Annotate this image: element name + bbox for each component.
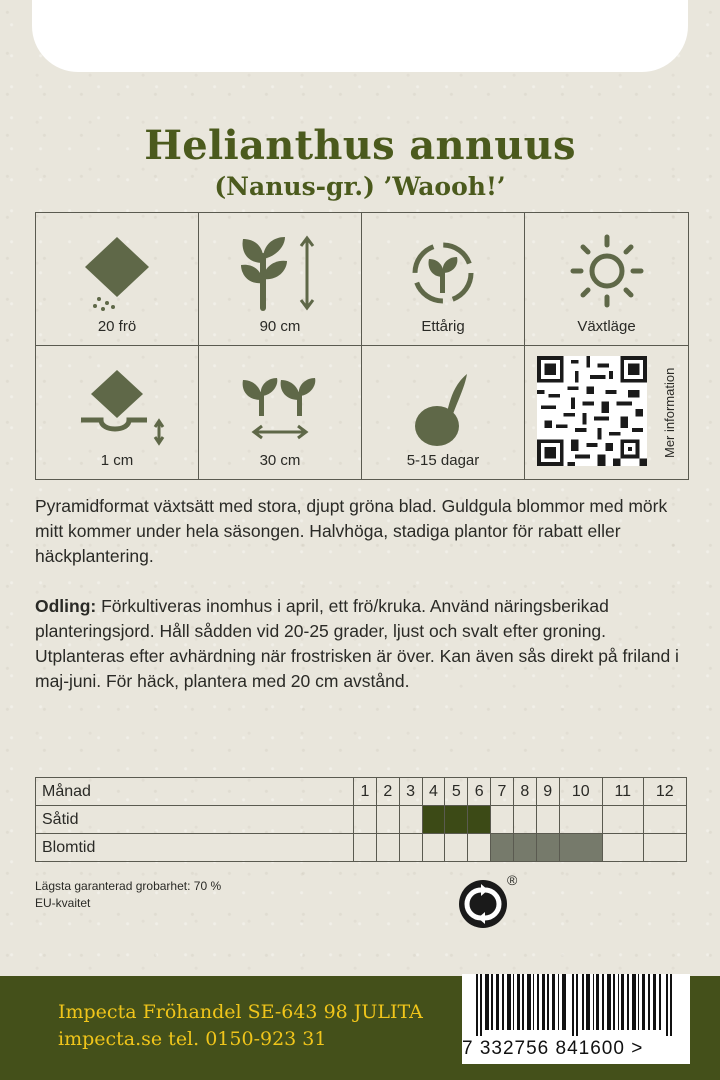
seed-count-label: 20 frö [97,318,137,335]
registered-mark: ® [507,872,518,888]
barcode-bars [476,974,680,1036]
cultivation-label: Odling: [35,596,97,616]
depth-label: 1 cm [100,452,134,469]
lifecycle-cell [362,213,525,346]
variety-subtitle: (Nanus-gr.) ’Waooh!’ [214,172,506,201]
sowing-month-2 [376,806,399,834]
bloom-month-4 [422,834,445,862]
bloom-month-12 [643,834,686,862]
sowing-label: Såtid [36,806,354,834]
hang-hole [32,0,688,72]
sowing-month-11 [602,806,643,834]
cultivation-text [35,594,685,694]
month-2: 2 [376,778,399,806]
calendar-header-row [36,778,687,806]
sowing-month-10 [559,806,602,834]
bloom-month-9 [536,834,559,862]
species-title: Helianthus annuus [144,122,576,169]
bloom-month-11 [602,834,643,862]
month-9: 9 [536,778,559,806]
sowing-month-1 [354,806,377,834]
bloom-label: Blomtid [36,834,354,862]
qr-code-icon[interactable] [537,356,647,466]
height-label: 90 cm [259,318,301,335]
spacing-cell [199,346,362,479]
bloom-month-6 [468,834,491,862]
info-grid [35,212,689,480]
month-7: 7 [491,778,514,806]
position-cell [525,213,688,346]
bloom-month-2 [376,834,399,862]
sowing-month-4 [422,806,445,834]
germination-cell [362,346,525,479]
position-label: Växtläge [577,318,636,335]
month-3: 3 [399,778,422,806]
month-6: 6 [468,778,491,806]
sowing-month-12 [643,806,686,834]
sun-icon [567,233,647,313]
sowing-month-6 [468,806,491,834]
bloom-month-1 [354,834,377,862]
bloom-month-7 [491,834,514,862]
month-4: 4 [422,778,445,806]
bloom-month-3 [399,834,422,862]
sowing-month-7 [491,806,514,834]
seed-packet-icon [77,233,157,313]
plant-height-icon [235,233,325,313]
sowing-month-8 [513,806,536,834]
sowing-depth-icon [67,366,167,446]
company-contact: impecta.se tel. 0150-923 31 [58,1028,327,1050]
bloom-month-10 [559,834,602,862]
germination-label: 5-15 dagar [406,452,480,469]
recycle-mark [457,872,518,935]
company-address: Impecta Fröhandel SE-643 98 JULITA [58,1001,423,1023]
sowing-row [36,806,687,834]
barcode [462,974,690,1064]
month-5: 5 [445,778,468,806]
eu-quality: EU-kvaitet [35,896,91,910]
month-8: 8 [513,778,536,806]
spacing-label: 30 cm [259,452,301,469]
description: Pyramidformat växtsätt med stora, djupt gröna blad. Guldgula blommor med mörk mitt kommer under hela säsongen. Halvhöga, stadiga plantor för rabatt eller häckplantering. [35,496,668,566]
height-cell [199,213,362,346]
depth-cell [36,346,199,479]
calendar-table [35,777,687,862]
sowing-month-9 [536,806,559,834]
germination-icon [403,366,483,450]
plant-spacing-icon [235,366,325,446]
month-header: Månad [36,778,354,806]
bloom-month-5 [445,834,468,862]
month-12: 12 [643,778,686,806]
month-11: 11 [602,778,643,806]
bloom-month-8 [513,834,536,862]
lifecycle-label: Ettårig [421,318,465,335]
month-1: 1 [354,778,377,806]
barcode-number: 7 332756 841600 > [462,1038,644,1059]
qr-cell[interactable] [525,346,688,479]
month-10: 10 [559,778,602,806]
green-dot-recycle-icon [457,878,509,930]
seed-count-cell [36,213,199,346]
more-info-label: Mer information [662,367,677,458]
cultivation-body: Förkultiveras inomhus i april, ett frö/kruka. Använd näringsberikad planteringsjord. Håll sådden vid 20-25 grader, ljust och svalt efter groning. Utplanteras efter avhärdning när frostrisken är över. Kan även sås direkt på friland i maj-juni. För häck, plantera med 20 cm avstånd. [35,596,679,691]
annual-cycle-icon [403,233,483,313]
sowing-month-3 [399,806,422,834]
bloom-row [36,834,687,862]
sowing-month-5 [445,806,468,834]
germination-guarantee: Lägsta garanterad grobarhet: 70 % [35,879,222,893]
